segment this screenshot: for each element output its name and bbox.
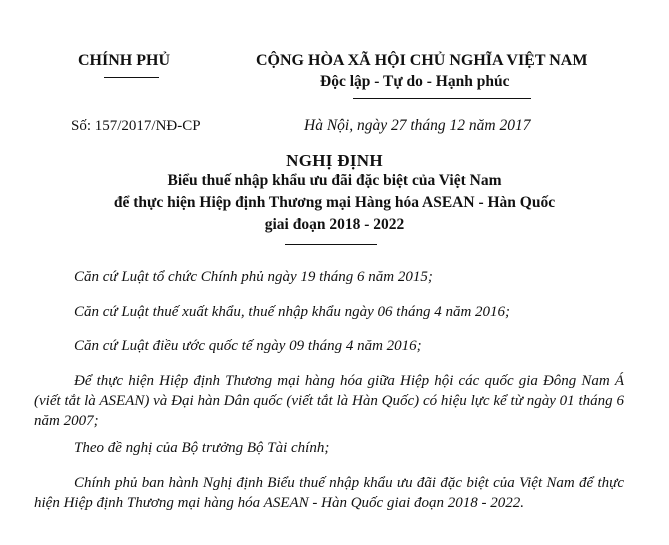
agency-underline [104, 77, 159, 78]
document-title-line-2: để thực hiện Hiệp định Thương mại Hàng hóa ASEAN - Hàn Quốc [113, 194, 556, 211]
title-underline [285, 244, 377, 245]
document-title-line-3: giai đoạn 2018 - 2022 [264, 216, 405, 233]
preamble-paragraph: Căn cứ Luật tổ chức Chính phủ ngày 19 tháng 6 năm 2015; [74, 269, 433, 285]
document-title-line-1: Biểu thuế nhập khẩu ưu đãi đặc biệt của Việt Nam [167, 172, 502, 189]
national-motto: Độc lập - Tự do - Hạnh phúc [320, 73, 510, 90]
national-title: CỘNG HÒA XÃ HỘI CHỦ NGHĨA VIỆT NAM [256, 52, 588, 69]
preamble-paragraph: Để thực hiện Hiệp định Thương mại hàng hóa giữa Hiệp hội các quốc gia Đông Nam Á (viết tắt là ASEAN) và Đại hàn Dân quốc (viết tắt là Hàn Quốc) có hiệu lực kể từ ngày 01 tháng 6 năm 2007; [34, 373, 624, 429]
motto-underline [353, 98, 531, 99]
preamble-paragraph: Căn cứ Luật thuế xuất khẩu, thuế nhập khẩu ngày 06 tháng 4 năm 2016; [74, 304, 511, 320]
issuing-agency: CHÍNH PHỦ [78, 52, 170, 69]
preamble-paragraph: Theo đề nghị của Bộ trưởng Bộ Tài chính; [74, 440, 330, 456]
document-number: Số: 157/2017/NĐ-CP [71, 118, 201, 134]
place-and-date: Hà Nội, ngày 27 tháng 12 năm 2017 [304, 117, 531, 134]
preamble-paragraph: Căn cứ Luật điều ước quốc tế ngày 09 tháng 4 năm 2016; [74, 338, 422, 354]
document-type: NGHỊ ĐỊNH [286, 151, 383, 170]
preamble-paragraph: Chính phủ ban hành Nghị định Biểu thuế nhập khẩu ưu đãi đặc biệt của Việt Nam để thực hiện Hiệp định Thương mại hàng hóa ASEAN - Hàn Quốc giai đoạn 2018 - 2022. [34, 475, 624, 511]
